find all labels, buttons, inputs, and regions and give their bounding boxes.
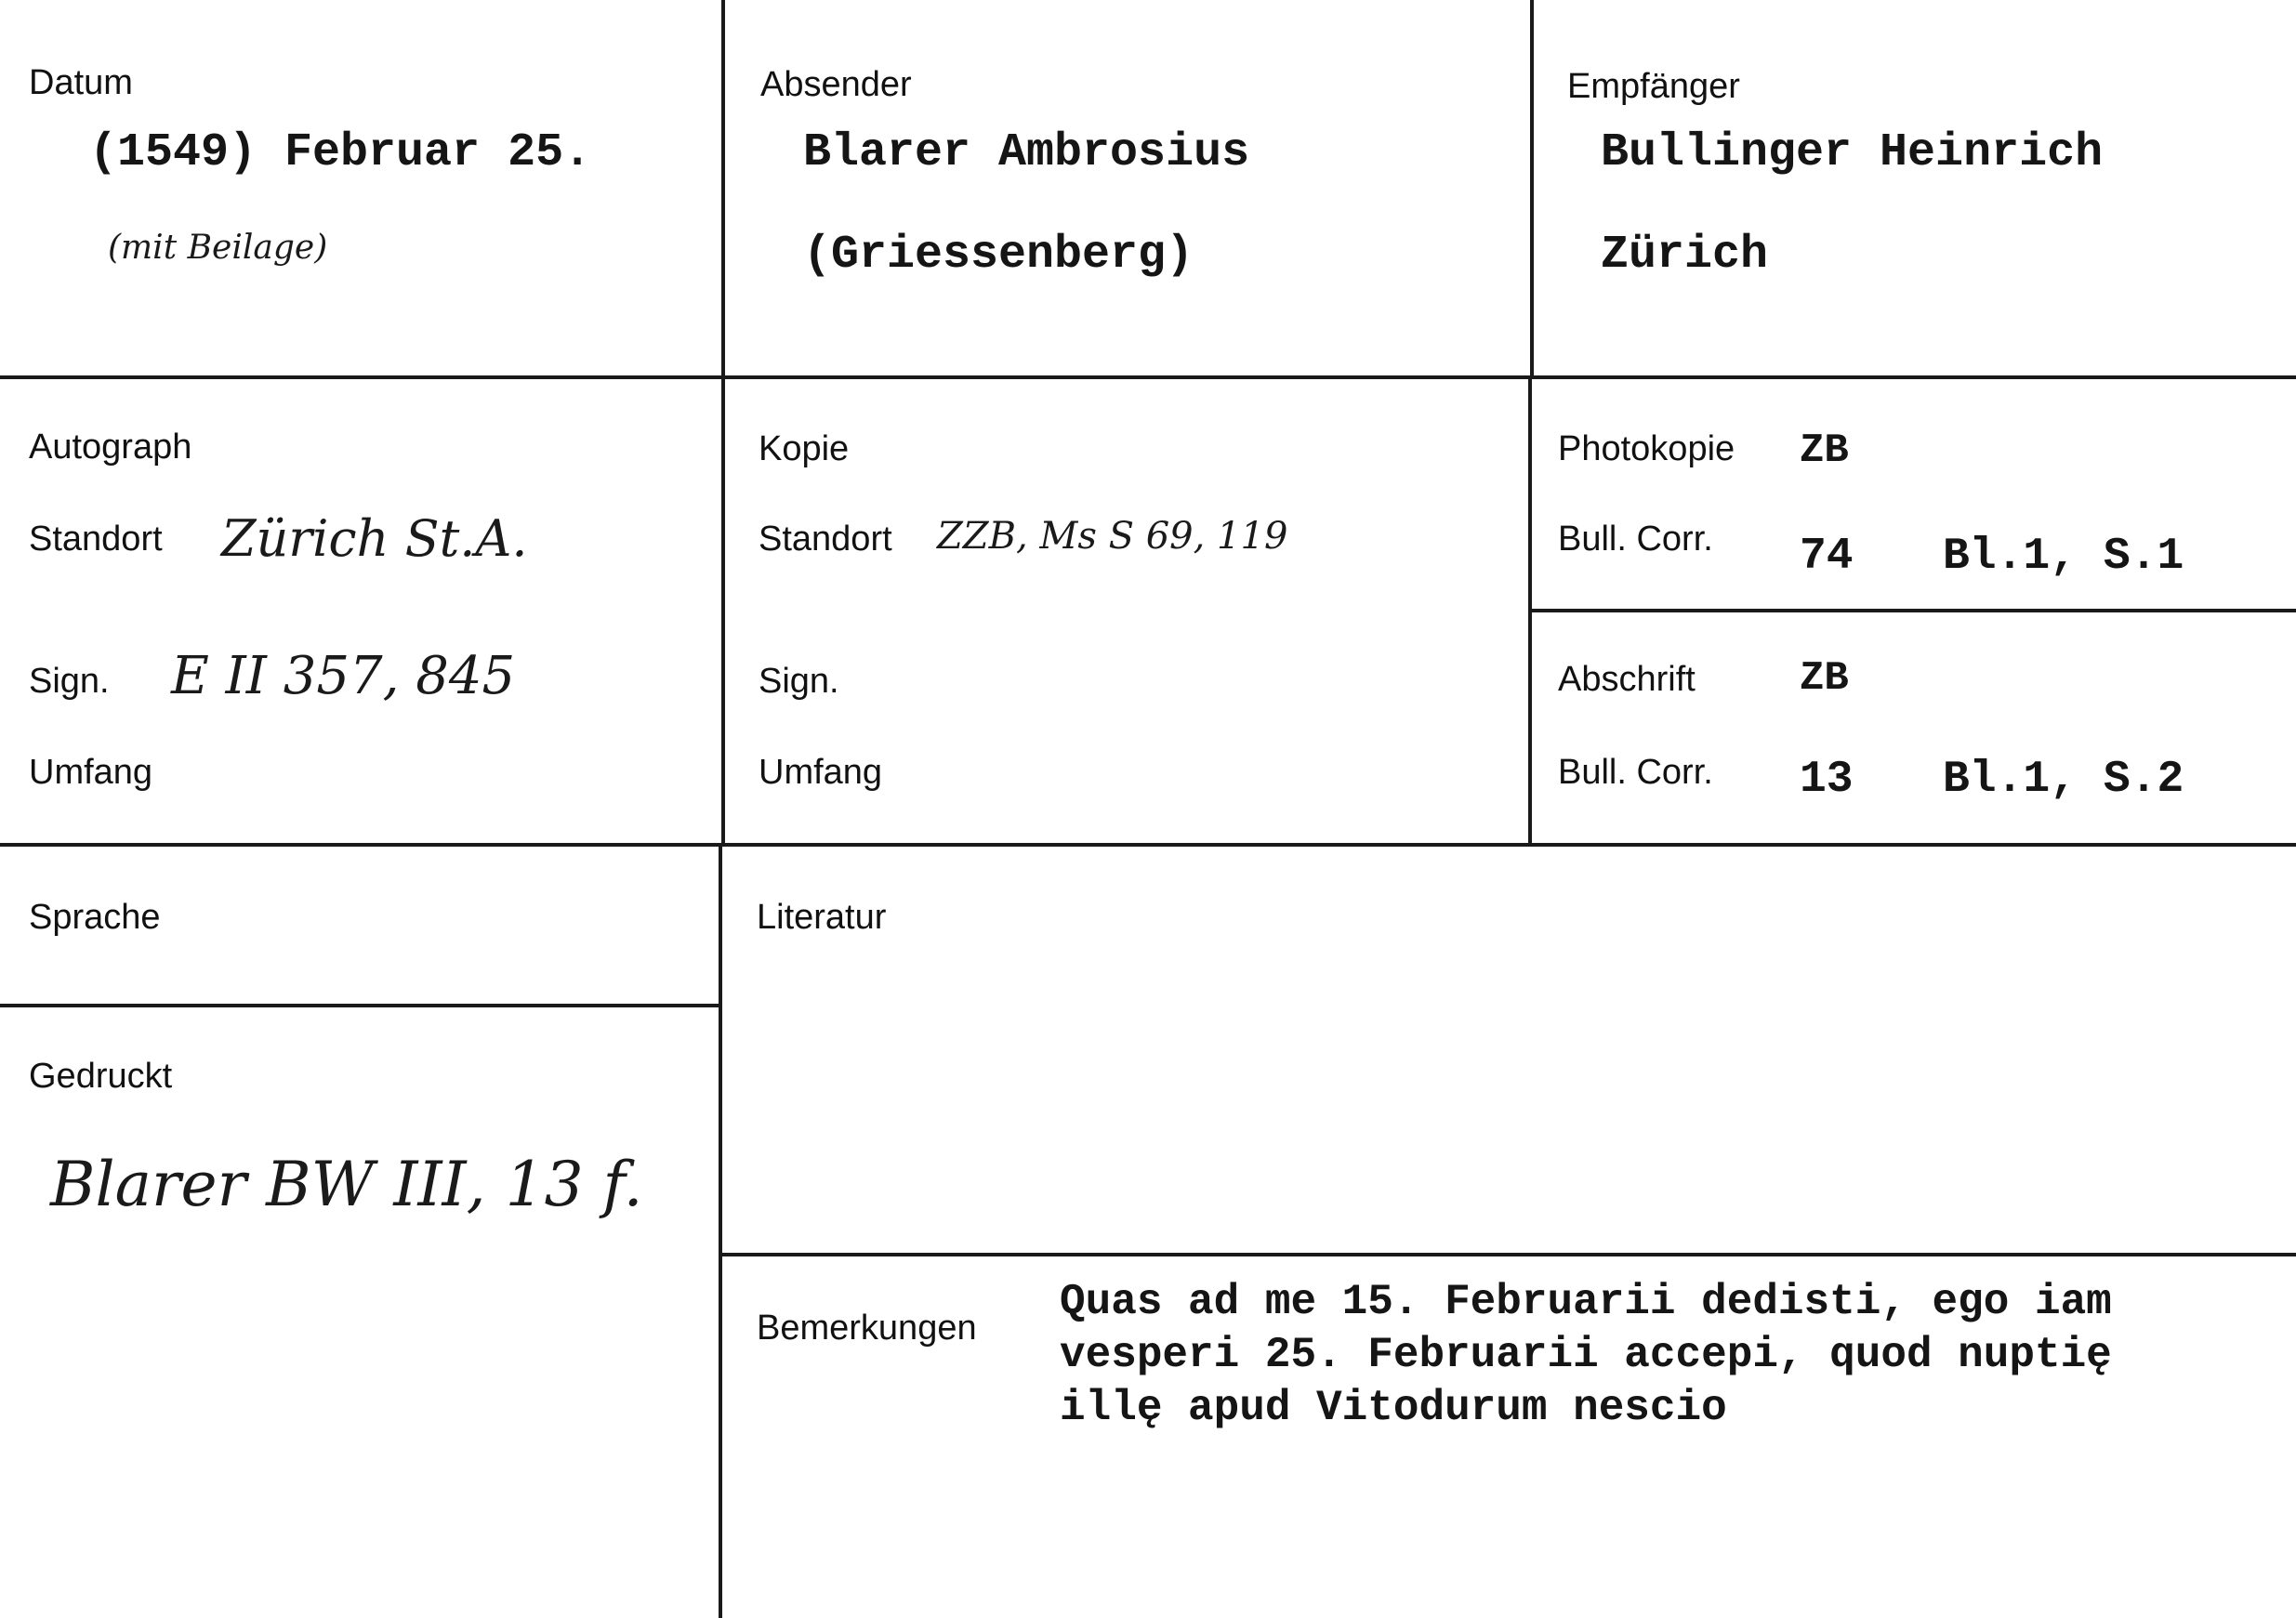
abschrift-value: ZB — [1800, 655, 1849, 702]
absender-place: (Griessenberg) — [803, 229, 1194, 282]
photokopie-bull-label: Bull. Corr. — [1558, 520, 1713, 559]
bemerkungen-line-1: Quas ad me 15. Februarii dedisti, ego iam — [1060, 1278, 2112, 1326]
autograph-sign-value: E II 357, 845 — [171, 646, 516, 706]
divider-col-1 — [721, 0, 725, 376]
divider-photokopie-abschrift — [1530, 609, 2296, 612]
kopie-sign-label: Sign. — [759, 662, 839, 701]
autograph-umfang-label: Umfang — [29, 753, 153, 792]
photokopie-bull-number: 74 — [1800, 532, 1854, 582]
datum-value: (1549) Februar 25. — [89, 126, 592, 179]
gedruckt-label: Gedruckt — [29, 1057, 173, 1096]
autograph-label: Autograph — [29, 428, 192, 467]
literatur-label: Literatur — [757, 898, 887, 937]
abschrift-bull-number: 13 — [1800, 755, 1854, 805]
photokopie-value: ZB — [1800, 428, 1849, 474]
kopie-umfang-label: Umfang — [759, 753, 883, 792]
bemerkungen-line-3: illę apud Vitodurum nescio — [1060, 1384, 1727, 1432]
autograph-standort-label: Standort — [29, 520, 163, 559]
divider-col-1-lower — [719, 843, 722, 1618]
divider-col-2 — [1530, 0, 1534, 378]
abschrift-label: Abschrift — [1558, 660, 1696, 699]
sprache-label: Sprache — [29, 898, 161, 937]
empfaenger-name: Bullinger Heinrich — [1601, 126, 2104, 179]
bemerkungen-text — [1060, 1276, 2112, 1435]
absender-name: Blarer Ambrosius — [803, 126, 1250, 179]
bemerkungen-label: Bemerkungen — [757, 1309, 977, 1348]
datum-label: Datum — [29, 63, 133, 102]
bemerkungen-line-2: vesperi 25. Februarii accepi, quod nuptię — [1060, 1331, 2112, 1379]
kopie-standort-label: Standort — [759, 520, 892, 559]
divider-row-2 — [0, 843, 2296, 847]
absender-label: Absender — [760, 65, 912, 104]
datum-handwritten-note: (mit Beilage) — [108, 229, 328, 267]
empfaenger-label: Empfänger — [1567, 67, 1740, 106]
autograph-sign-label: Sign. — [29, 662, 110, 701]
kopie-label: Kopie — [759, 429, 850, 468]
divider-row-1 — [0, 375, 2296, 379]
divider-col-1-mid — [721, 375, 725, 845]
empfaenger-place: Zürich — [1601, 229, 1769, 282]
autograph-standort-value: Zürich St.A. — [221, 509, 528, 568]
divider-sprache-gedruckt — [0, 1004, 720, 1007]
gedruckt-value: Blarer BW III, 13 f. — [50, 1149, 643, 1220]
photokopie-bull-ref: Bl.1, S.1 — [1943, 532, 2184, 582]
photokopie-label: Photokopie — [1558, 429, 1735, 468]
abschrift-bull-ref: Bl.1, S.2 — [1943, 755, 2184, 805]
abschrift-bull-label: Bull. Corr. — [1558, 753, 1713, 792]
kopie-standort-value: ZZB, Ms S 69, 119 — [937, 515, 1288, 558]
divider-literatur-bemerkungen — [720, 1253, 2296, 1256]
